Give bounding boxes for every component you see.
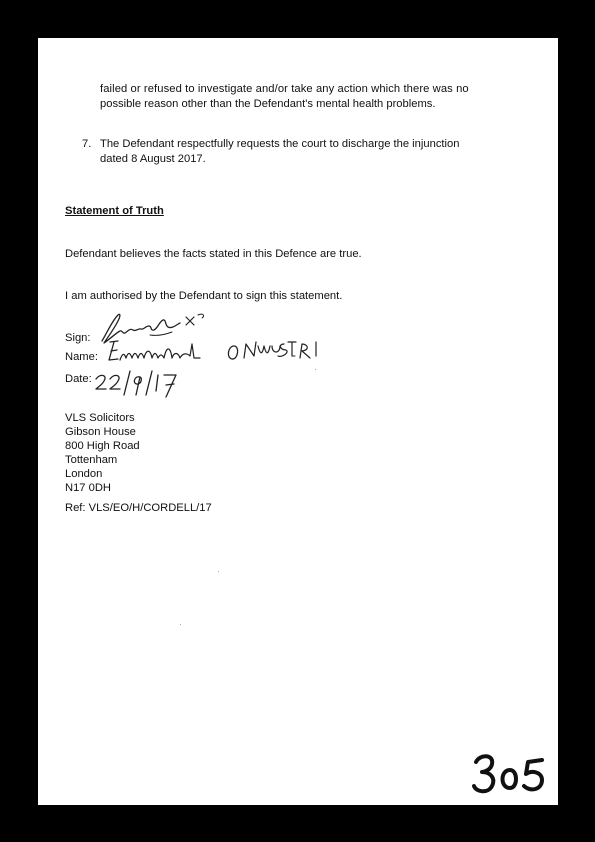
scan-speck — [315, 369, 316, 370]
date-label: Date: — [65, 373, 92, 385]
handwritten-date — [92, 363, 192, 408]
scan-speck — [180, 624, 181, 625]
sign-label: Sign: — [65, 332, 91, 344]
address-line-1: VLS Solicitors — [65, 412, 135, 424]
address-line-4: Tottenham — [65, 454, 118, 466]
reference-line: Ref: VLS/EO/H/CORDELL/17 — [65, 502, 212, 514]
handwritten-page-number — [470, 750, 550, 801]
belief-statement: Defendant believes the facts stated in this Defence are true. — [65, 248, 362, 260]
name-label: Name: — [65, 351, 98, 363]
statement-of-truth-heading: Statement of Truth — [65, 205, 164, 217]
address-line-6: N17 0DH — [65, 482, 112, 494]
continuation-line-1: failed or refused to investigate and/or take any action which there was no — [100, 83, 469, 95]
document-page — [38, 38, 558, 805]
address-line-5: London — [65, 468, 103, 480]
authorisation-statement: I am authorised by the Defendant to sign this statement. — [65, 290, 343, 302]
item-7-line-1: The Defendant respectfully requests the court to discharge the injunction — [100, 138, 460, 150]
continuation-line-2: possible reason other than the Defendant's mental health problems. — [100, 98, 436, 110]
address-line-3: 800 High Road — [65, 440, 140, 452]
item-number: 7. — [82, 138, 92, 150]
scan-speck — [218, 571, 219, 572]
address-line-2: Gibson House — [65, 426, 136, 438]
item-7-line-2: dated 8 August 2017. — [100, 153, 206, 165]
